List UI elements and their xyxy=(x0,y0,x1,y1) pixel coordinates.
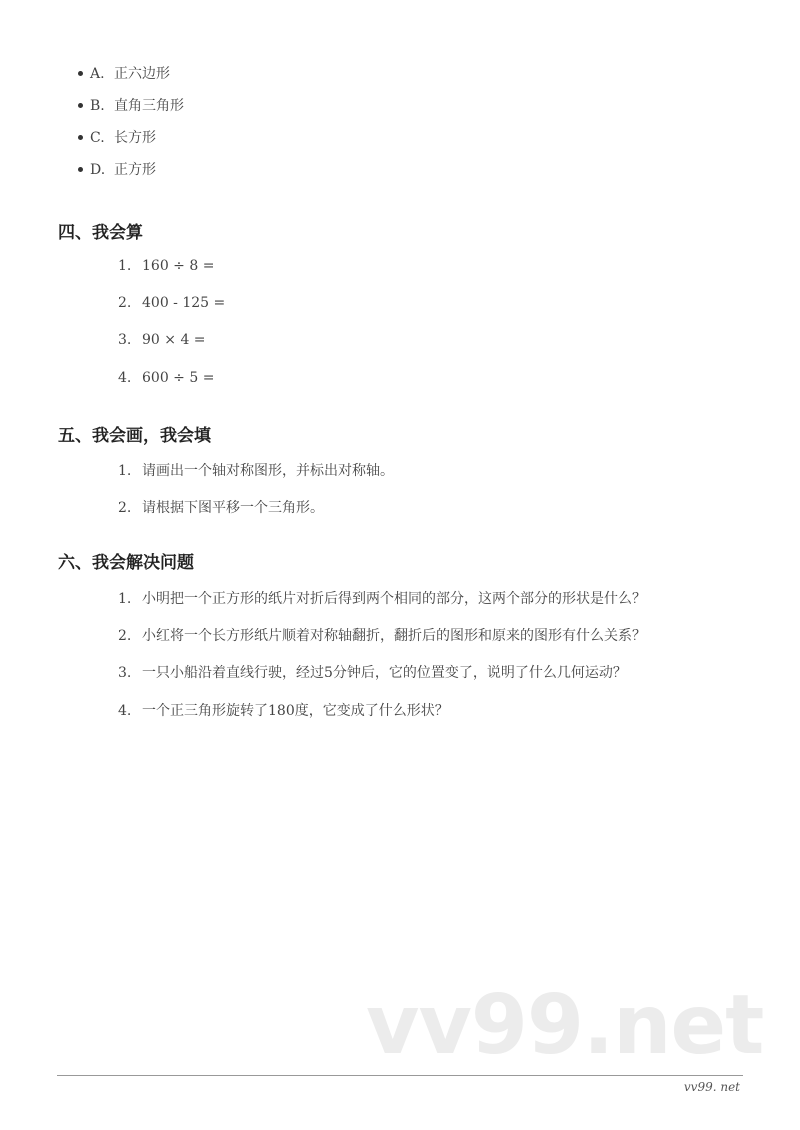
section-heading: 五、我会画，我会填 xyxy=(58,426,211,446)
option-d: D. 正方形 xyxy=(90,162,156,178)
section-heading: 六、我会解决问题 xyxy=(58,553,194,573)
list-item: 1. 160 ÷ 8 = xyxy=(118,258,215,274)
list-item: 2. 请根据下图平移一个三角形。 xyxy=(118,500,324,516)
option-c: C. 长方形 xyxy=(90,130,156,146)
watermark: vv99.net xyxy=(366,978,764,1073)
section-heading: 四、我会算 xyxy=(58,223,143,243)
list-item: 3. 一只小船沿着直线行驶，经过5分钟后，它的位置变了，说明了什么几何运动？ xyxy=(118,665,627,681)
footer-divider xyxy=(57,1075,743,1076)
bullet-icon xyxy=(78,135,83,140)
bullet-icon xyxy=(78,103,83,108)
footer-text: vv99. net xyxy=(683,1080,740,1094)
option-b: B. 直角三角形 xyxy=(90,98,184,114)
list-item: 2. 小红将一个长方形纸片顺着对称轴翻折，翻折后的图形和原来的图形有什么关系？ xyxy=(118,628,646,644)
list-item: 2. 400 - 125 = xyxy=(118,295,226,311)
list-item: 3. 90 × 4 = xyxy=(118,332,206,348)
list-item: 1. 小明把一个正方形的纸片对折后得到两个相同的部分，这两个部分的形状是什么？ xyxy=(118,591,646,607)
list-item: 4. 一个正三角形旋转了180度，它变成了什么形状？ xyxy=(118,703,449,719)
list-item: 4. 600 ÷ 5 = xyxy=(118,370,215,386)
bullet-icon xyxy=(78,167,83,172)
list-item: 1. 请画出一个轴对称图形，并标出对称轴。 xyxy=(118,463,394,479)
option-a: A. 正六边形 xyxy=(90,66,170,82)
bullet-icon xyxy=(78,71,83,76)
